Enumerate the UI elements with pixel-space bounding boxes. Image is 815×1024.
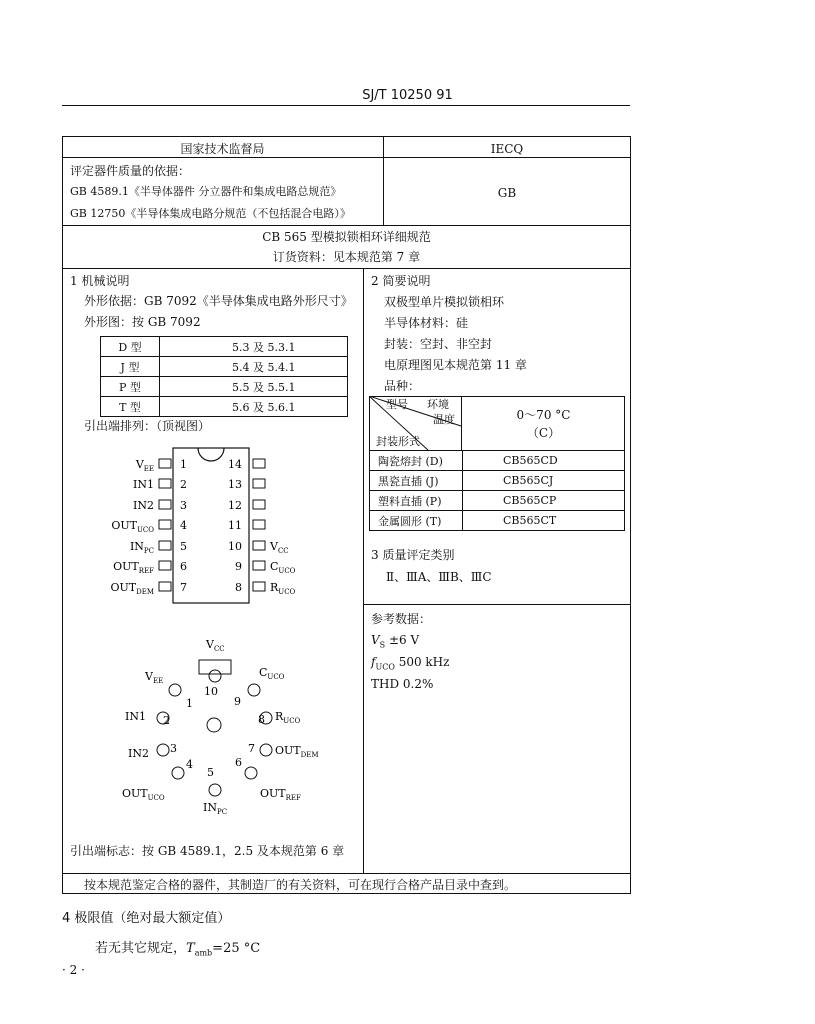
circle-label-in2: IN2	[128, 747, 149, 760]
header-package-form: 封装形式	[376, 435, 420, 448]
section-1-heading: 1 机械说明	[70, 274, 130, 288]
table-row: 陶瓷熔封 (D) CB565CD	[370, 451, 625, 471]
temperature-code: （C）	[526, 426, 561, 440]
package-sealing: 封装：空封、非空封	[384, 337, 493, 351]
reference-thd: THD 0.2%	[371, 677, 434, 691]
pin-marking: 引出端标志：按 GB 4589.1，2.5 及本规范第 6 章	[70, 844, 345, 858]
dip-pin-number: 13	[228, 478, 242, 491]
circle-label-in1: IN1	[125, 710, 146, 723]
circle-pin-number: 1	[186, 697, 193, 710]
reference-vs: $V_S \pm 6$ V	[371, 633, 420, 650]
circular-pinout-diagram	[100, 630, 340, 825]
varieties-label: 品种：	[384, 379, 421, 393]
header-model: 型号	[386, 398, 408, 411]
circle-pin-number: 5	[207, 766, 214, 779]
circle-label-out-dem: $OUT_{DEM}$	[275, 744, 319, 759]
dip-label-out-ref: $OUT_{REF}$	[113, 560, 154, 575]
ambient-condition: 若无其它规定，$T_{amb}=25$ °C	[95, 941, 261, 958]
iecq-label: IECQ	[490, 142, 524, 156]
circle-pin-number: 6	[235, 756, 242, 769]
dip-label-out-uco: $OUT_{UCO}$	[111, 519, 154, 534]
circle-pin-number: 10	[204, 685, 218, 698]
section-2-heading: 2 简要说明	[371, 274, 431, 288]
dip-label-vcc: $V_{CC}$	[270, 540, 289, 555]
header-environment: 环境	[427, 398, 449, 411]
circle-pin-number: 9	[234, 695, 241, 708]
table-row: D 型 5.3 及 5.3.1	[101, 337, 348, 357]
circle-pin-number: 7	[248, 742, 255, 755]
dip-pin-number: 14	[228, 458, 242, 471]
column-divider	[363, 268, 364, 873]
table-row: T 型 5.6 及 5.6.1	[101, 397, 348, 417]
dip-label-r-uco: $R_{UCO}$	[270, 581, 296, 596]
dip-pin-number: 6	[180, 560, 187, 573]
dip-pinout-diagram	[100, 440, 320, 610]
dip-pin-number: 12	[228, 499, 242, 512]
circle-label-vee: $V_{EE}$	[145, 670, 164, 685]
circle-pin-number: 4	[186, 758, 193, 771]
semiconductor-material: 半导体材料：硅	[384, 316, 469, 330]
section-4-heading: 4 极限值（绝对最大额定值）	[62, 911, 231, 926]
circle-label-vcc: $V_{CC}$	[206, 638, 225, 653]
dip-pin-number: 4	[180, 519, 187, 532]
section-3-heading: 3 质量评定类别	[371, 548, 455, 562]
page-number: · 2 ·	[62, 963, 85, 977]
table-row: 黑瓷直插 (J) CB565CJ	[370, 471, 625, 491]
document-code: SJ/T 10250 91	[362, 88, 453, 103]
reference-fuco: $f_{UCO}$ 500 kHz	[371, 655, 450, 672]
dip-pin-number: 9	[235, 560, 242, 573]
outline-figure: 外形图：按 GB 7092	[84, 315, 201, 329]
dip-label-in-pc: $IN_{PC}$	[129, 540, 154, 555]
header-rule	[62, 105, 630, 106]
schematic-reference: 电原理图见本规范第 11 章	[384, 358, 527, 372]
circle-pin-number: 8	[258, 713, 265, 726]
dip-label-c-uco: $C_{UCO}$	[270, 560, 296, 575]
circle-label-r-uco: $R_{UCO}$	[275, 710, 301, 725]
gb-label: GB	[497, 186, 517, 200]
dip-pin-number: 2	[180, 478, 187, 491]
dip-pin-number: 10	[228, 540, 242, 553]
device-description: 双极型单片模拟锁相环	[384, 295, 505, 309]
dip-label-in2: IN2	[133, 499, 154, 512]
table-row: 塑料直插 (P) CB565CP	[370, 491, 625, 511]
dip-label-in1: IN1	[133, 478, 154, 491]
pin-arrangement-label: 引出端排列：（顶视图）	[84, 419, 211, 433]
table-row: J 型 5.4 及 5.4.1	[101, 357, 348, 377]
dip-pin-number: 3	[180, 499, 187, 512]
dip-pin-number: 11	[228, 519, 242, 532]
table-row: P 型 5.5 及 5.5.1	[101, 377, 348, 397]
dip-pin-number: 7	[180, 581, 187, 594]
package-table	[100, 336, 348, 417]
circle-label-in-pc: $IN_{PC}$	[203, 801, 228, 816]
temperature-range: 0～70 °C	[516, 408, 571, 422]
circle-label-out-ref: $OUT_{REF}$	[260, 787, 301, 802]
authority-name: 国家技术监督局	[180, 142, 265, 156]
basis-line-2: GB 12750《半导体集成电路分规范（不包括混合电路）》	[70, 207, 351, 220]
basis-title: 评定器件质量的依据：	[70, 164, 191, 178]
circle-pin-number: 2	[163, 714, 170, 727]
quality-classes: Ⅱ、ⅢA、ⅢB、ⅢC	[386, 570, 492, 584]
circle-label-out-uco: $OUT_{UCO}$	[122, 787, 165, 802]
dip-pin-number: 8	[235, 581, 242, 594]
spec-title: CB 565 型模拟锁相环详细规范	[262, 230, 431, 244]
header-temperature: 温度	[433, 413, 455, 426]
dip-pin-number: 1	[180, 458, 187, 471]
variety-table	[369, 450, 625, 531]
reference-data-title: 参考数据：	[371, 612, 432, 626]
order-info: 订货资料：见本规范第 7 章	[272, 250, 421, 264]
circle-label-c-uco: $C_{UCO}$	[259, 666, 285, 681]
dip-pin-number: 5	[180, 540, 187, 553]
circle-pin-number: 3	[170, 742, 177, 755]
dip-label-vee: $V_{EE}$	[135, 458, 154, 473]
dip-label-out-dem: $OUT_{DEM}$	[110, 581, 154, 596]
qualified-products-note: 按本规范鉴定合格的器件，其制造厂的有关资料，可在现行合格产品目录中查到。	[84, 878, 517, 892]
outline-basis: 外形依据：GB 7092《半导体集成电路外形尺寸》	[84, 294, 353, 308]
basis-line-1: GB 4589.1《半导体器件 分立器件和集成电路总规范》	[70, 185, 342, 198]
dip-notch	[198, 448, 224, 461]
table-row: 金属圆形 (T) CB565CT	[370, 511, 625, 531]
package-tab	[199, 660, 231, 674]
